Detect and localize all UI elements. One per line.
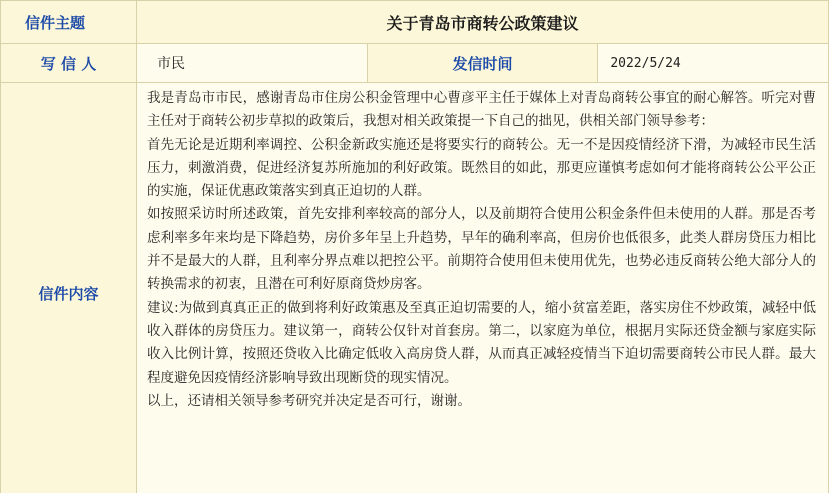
content-label: 信件内容 <box>1 83 137 493</box>
subject-label: 信件主题 <box>1 1 137 44</box>
content-paragraph: 如按照采访时所述政策，首先安排利率较高的部分人，以及前期符合使用公积金条件但未使用的人群。那是否考虑利率多年来均是下降趋势，房价多年呈上升趋势，早年的确利率高，但房价也低很多，此类人群房贷压力相比并不是最大的人群，且利率分界点难以把控公平。前期符合使用但未使用优先，也势必违反商转公绝大部分人的转换需求的初衷，且潜在可利好原商贷炒房客。 <box>147 206 816 293</box>
letter-subject: 关于青岛市商转公政策建议 <box>137 1 829 44</box>
content-paragraph: 建议:为做到真真正正的做到将利好政策惠及至真正迫切需要的人，缩小贫富差距，落实房住不炒政策，减轻中低收入群体的房贷压力。建议第一，商转公仅针对首套房。第二，以家庭为单位，根据月实际还贷金额与家庭实际收入比例计算，按照还贷收入比确定低收入高房贷人群，从而真正减轻疫情当下迫切需要商转公市民人群。最大程度避免因疫情经济影响导致出现断贷的现实情况。 <box>147 299 816 386</box>
content-paragraph: 我是青岛市市民，感谢青岛市住房公积金管理中心曹彦平主任于媒体上对青岛商转公事宜的耐心解答。听完对曹主任对于商转公初步草拟的政策后，我想对相关政策提一下自己的拙见，供相关部门领导参考： <box>147 90 816 130</box>
content-paragraph: 首先无论是近期利率调控、公积金新政实施还是将要实行的商转公。无一不是因疫情经济下滑，为减轻市民生活压力，刺激消费，促进经济复苏所施加的利好政策。既然目的如此，那更应谨慎考虑如何才能将商转公公平公正的实施，保证优惠政策落实到真正迫切的人群。 <box>147 136 816 200</box>
send-time-value: 2022/5/24 <box>598 44 829 83</box>
writer-name: 市民 <box>137 44 368 83</box>
writer-label: 写 信 人 <box>1 44 137 83</box>
letter-content <box>137 83 829 493</box>
content-row <box>1 83 829 493</box>
content-paragraph: 以上，还请相关领导参考研究并决定是否可行，谢谢。 <box>147 392 471 409</box>
send-time-label: 发信时间 <box>367 44 598 83</box>
subject-row <box>1 1 829 44</box>
writer-row <box>1 44 829 83</box>
